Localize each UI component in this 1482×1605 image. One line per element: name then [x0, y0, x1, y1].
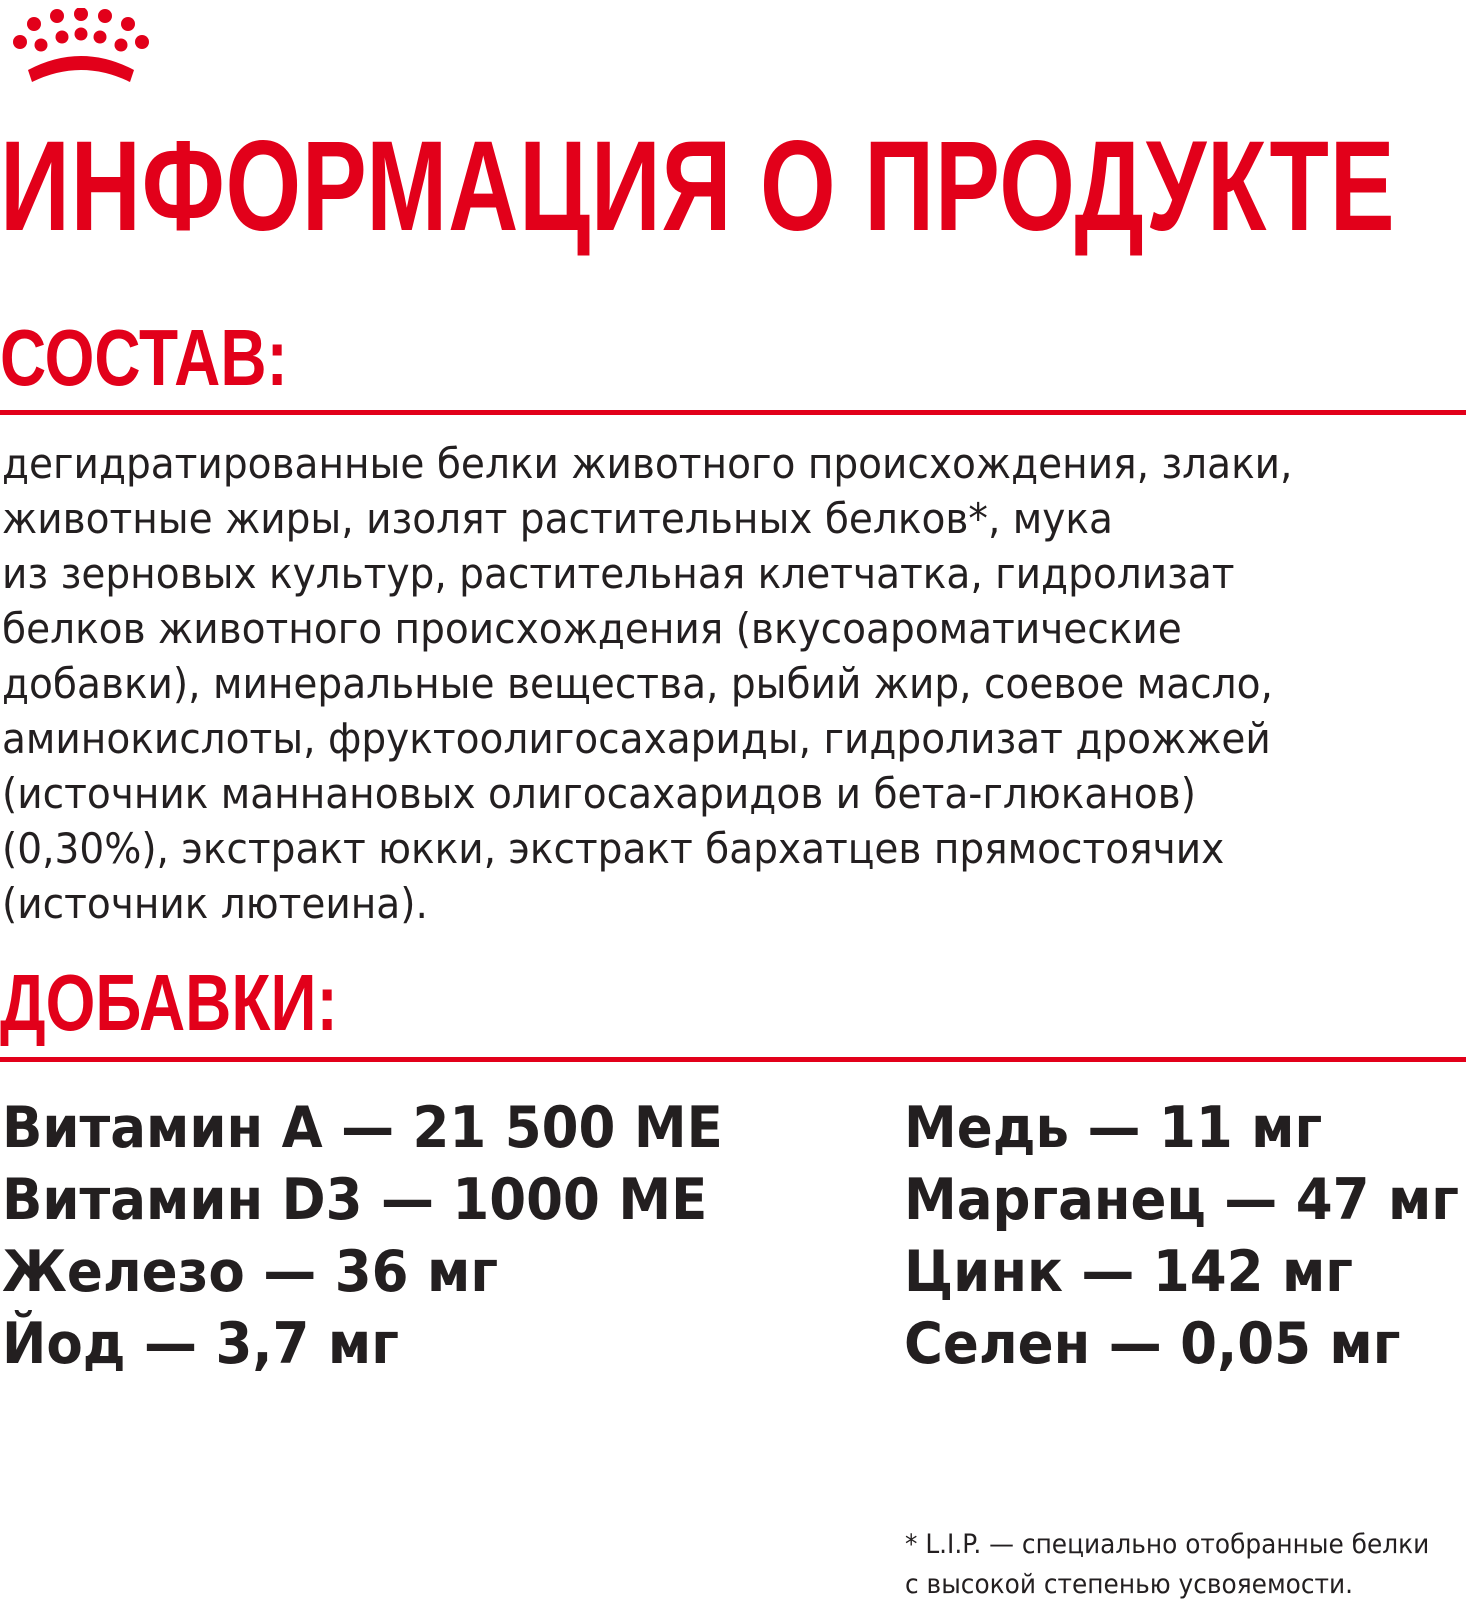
crown-icon [8, 8, 154, 88]
additives-divider [0, 1057, 1466, 1062]
composition-line: животные жиры, изолят растительных белков*, мука [2, 494, 1113, 543]
composition-line: белков животного происхождения (вкусоароматические [2, 604, 1182, 653]
additive-item: Железо — 36 мг [2, 1239, 499, 1305]
composition-line: (источник лютеина). [2, 879, 428, 928]
composition-line: (источник маннановых олигосахаридов и бета-глюканов) [2, 769, 1196, 818]
additives-heading: ДОБАВКИ: [0, 958, 338, 1047]
footnote [905, 1525, 1475, 1605]
additives-list-right [904, 1092, 1482, 1380]
additive-item: Цинк — 142 мг [904, 1239, 1353, 1305]
additive-item: Марганец — 47 мг [904, 1167, 1459, 1233]
additive-item: Витамин D3 — 1000 МЕ [2, 1167, 708, 1233]
additive-item: Йод — 3,7 мг [2, 1311, 399, 1377]
additive-item: Селен — 0,05 мг [904, 1311, 1401, 1377]
composition-line: из зерновых культур, растительная клетчатка, гидролизат [2, 549, 1235, 598]
footnote-line: с высокой степенью усвояемости. [905, 1569, 1354, 1600]
additive-item: Медь — 11 мг [904, 1095, 1323, 1161]
composition-divider [0, 410, 1466, 415]
additive-item: Витамин A — 21 500 МЕ [2, 1095, 723, 1161]
composition-line: (0,30%), экстракт юкки, экстракт бархатцев прямостоячих [2, 824, 1225, 873]
composition-heading: СОСТАВ: [0, 313, 288, 402]
composition-text [2, 436, 1472, 931]
composition-line: аминокислоты, фруктоолигосахариды, гидролизат дрожжей [2, 714, 1271, 763]
footnote-line: * L.I.P. — специально отобранные белки [905, 1529, 1430, 1560]
composition-line: добавки), минеральные вещества, рыбий жир, соевое масло, [2, 659, 1273, 708]
additives-list-left [2, 1092, 777, 1380]
composition-line: дегидратированные белки животного происхождения, злаки, [2, 439, 1293, 488]
page-title: ИНФОРМАЦИЯ О ПРОДУКТЕ [0, 115, 1396, 258]
